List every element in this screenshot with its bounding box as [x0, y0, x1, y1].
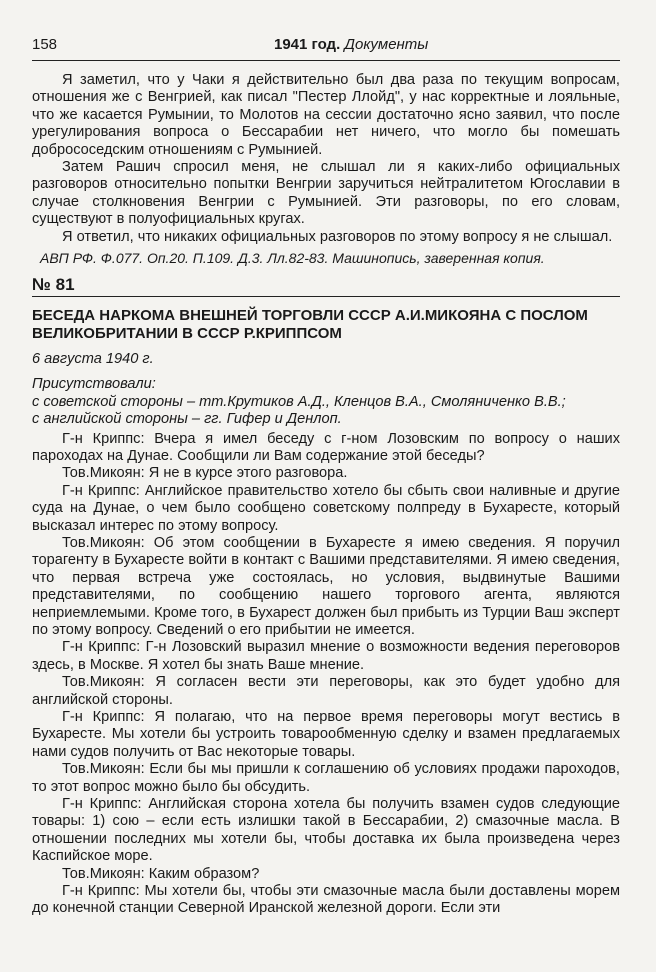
attendees-block: [32, 376, 620, 428]
page-number: 158: [32, 36, 58, 53]
dialogue-line: Г-н Криппс: Г-н Лозовский выразил мнение о возможности ведения переговоров здесь, в Москве. Я хотел бы знать Ваше мнение.: [32, 639, 620, 673]
dialogue-line: Г-н Криппс: Английское правительство хотело бы сбыть свои наливные и другие суда на Дунае, о чем было сообщено советскому полпреду в Бухаресте, который высказал интерес по этому вопросу.: [32, 482, 620, 534]
attendees-english: с английской стороны – гг. Гифер и Денлоп.: [32, 411, 342, 428]
dialogue-line: Г-н Криппс: Вчера я имел беседу с г-ном Лозовским по вопросу о наших пароходах на Дунае. Сообщили ли Вам содержание этой беседы?: [32, 430, 620, 464]
running-title-year: 1941 год.: [274, 36, 341, 53]
attendees-label: Присутствовали:: [32, 376, 156, 393]
document-number: № 81: [32, 276, 620, 296]
running-title-section: Документы: [344, 36, 429, 53]
dialogue-line: Тов.Микоян: Каким образом?: [62, 865, 260, 882]
dialogue-line: Г-н Криппс: Я полагаю, что на первое время переговоры могут вестись в Бухаресте. Мы хотели бы устроить товарообменную сделку и взамен предлагаемых нами судов получить от Вас некоторые товары.: [32, 709, 620, 760]
document-date: 6 августа 1940 г.: [32, 350, 154, 367]
dialogue-line: Тов.Микоян: Об этом сообщении в Бухаресте я имею сведения. Я поручил торагенту в Бухаресте войти в контакт с Вашими представителями. Я имею сведения, что первая встреча уже состоялась, но условия, выдвинутые Вашими представителями, по сообщению нашего торгового агента, являются неприемлемыми. Кроме того, в Бухарест должен был прибыть из Турции Ваш эксперт по этому вопросу. Сведений о его прибытии не имеется.: [32, 534, 620, 638]
running-title: [274, 36, 428, 53]
document-title: БЕСЕДА НАРКОМА ВНЕШНЕЙ ТОРГОВЛИ СССР А.И.МИКОЯНА С ПОСЛОМ ВЕЛИКОБРИТАНИИ В СССР Р.КРИППСОМ: [32, 306, 588, 342]
paragraph: Я заметил, что у Чаки я действительно был два раза по текущим вопросам, отношения же с Венгрией, как писал "Пестер Ллойд", у нас корректные и лояльные, что же касается Румынии, то Молотов на сессии достаточно ясно заявил, что после урегулирования вопроса о Бессарабии нет ничего, что могло бы помешать добрососедским отношениям с Румынией.: [32, 72, 620, 158]
attendees-soviet: с советской стороны – тт.Крутиков А.Д., Кленцов В.А., Смоляниченко В.В.;: [32, 393, 566, 410]
dialogue: [32, 431, 620, 918]
archive-source-note: АВП РФ. Ф.077. Оп.20. П.109. Д.3. Лл.82-83. Машинопись, заверенная копия.: [40, 250, 545, 267]
paragraph: Затем Рашич спросил меня, не слышал ли я каких-либо официальных разговоров относительно попытки Венгрии заручиться нейтралитетом Югославии в случае столкновения Венгрии с Румынией. Эти разговоры, по его словам, существуют в полуофициальных кругах.: [32, 159, 620, 228]
dialogue-line: Г-н Криппс: Английская сторона хотела бы получить взамен судов следующие товары: 1) сою – если есть излишки такой в Бессарабии, 2) смазочные масла. В отношении последних мы хотели бы, чтобы доставка их была произведена через Каспийское море.: [32, 796, 620, 865]
running-header: [32, 34, 620, 61]
dialogue-line: Тов.Микоян: Если бы мы пришли к соглашению об условиях продажи пароходов, то этот вопрос можно было бы обсудить.: [32, 761, 620, 795]
paragraph: Я ответил, что никаких официальных разговоров по этому вопросу я не слышал.: [62, 228, 613, 245]
dialogue-line: Г-н Криппс: Мы хотели бы, чтобы эти смазочные масла были доставлены морем до конечной станции Северной Иранской железной дороги. Если эти: [32, 883, 620, 917]
dialogue-line: Тов.Микоян: Я не в курсе этого разговора.: [62, 465, 348, 482]
dialogue-line: Тов.Микоян: Я согласен вести эти переговоры, как это будет удобно для английской стороны.: [32, 674, 620, 708]
page-body: [32, 72, 620, 918]
